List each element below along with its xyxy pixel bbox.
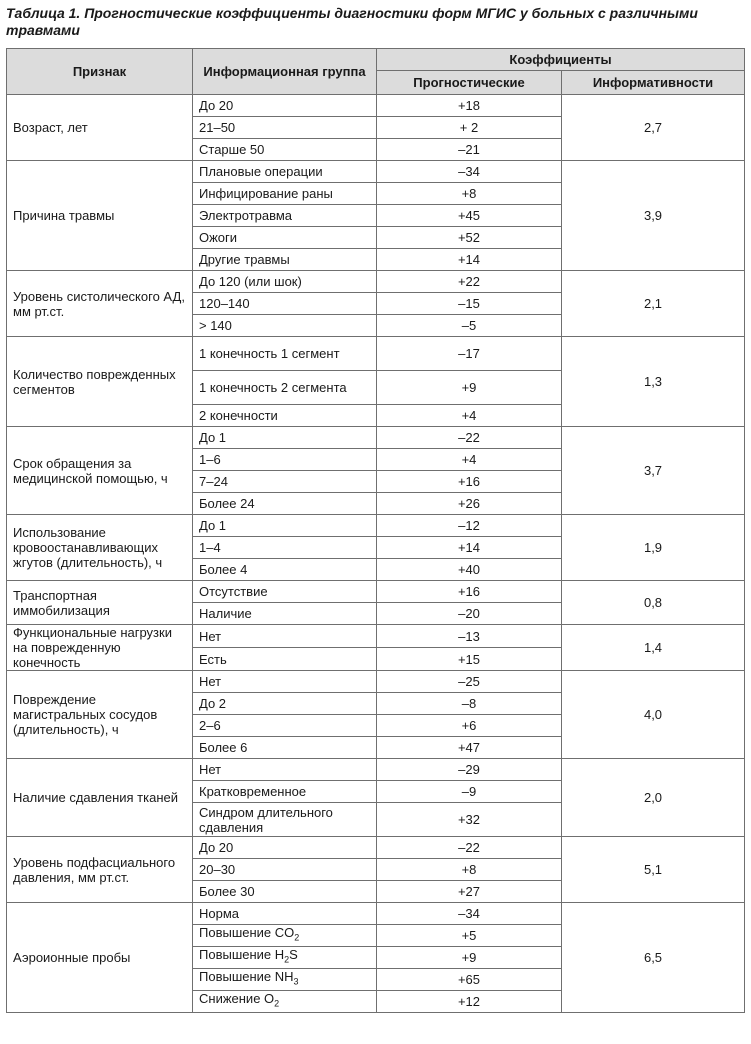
cell-informativeness: 5,1	[562, 837, 745, 903]
cell-group	[193, 139, 377, 161]
cell-prognostic: +26	[377, 493, 562, 515]
cell-group	[193, 315, 377, 337]
cell-group	[193, 427, 377, 449]
group-subscript: 3	[293, 976, 299, 987]
cell-prognostic: –12	[377, 515, 562, 537]
cell-group	[193, 603, 377, 625]
group-text: Инфицирование раны	[199, 186, 333, 201]
cell-group	[193, 271, 377, 293]
cell-group	[193, 759, 377, 781]
cell-prognostic: +45	[377, 205, 562, 227]
table-row	[7, 95, 745, 117]
group-text: Более 4	[199, 562, 248, 577]
cell-sign: Транспортная иммобилизация	[7, 581, 193, 625]
cell-group	[193, 803, 377, 837]
group-text: 2–6	[199, 718, 221, 733]
group-text: Более 30	[199, 884, 255, 899]
cell-prognostic: +15	[377, 648, 562, 671]
cell-prognostic: –34	[377, 903, 562, 925]
cell-group	[193, 371, 377, 405]
header-informativeness: Информативности	[562, 71, 745, 95]
cell-sign: Наличие сдавления тканей	[7, 759, 193, 837]
table-row	[7, 581, 745, 603]
cell-sign: Повреждение магистральных сосудов (длительность), ч	[7, 671, 193, 759]
group-text: 20–30	[199, 862, 236, 877]
cell-informativeness: 1,4	[562, 625, 745, 671]
cell-prognostic: –9	[377, 781, 562, 803]
group-text: Нет	[199, 674, 222, 689]
cell-group	[193, 405, 377, 427]
cell-group	[193, 183, 377, 205]
cell-group	[193, 925, 377, 947]
group-text: Повышение CO	[199, 925, 295, 941]
group-text: Нет	[199, 762, 222, 777]
cell-group	[193, 737, 377, 759]
group-text: 2 конечности	[199, 408, 278, 423]
cell-informativeness: 2,7	[562, 95, 745, 161]
cell-prognostic: +47	[377, 737, 562, 759]
group-text: Кратковременное	[199, 784, 307, 799]
group-text: 1–4	[199, 540, 221, 555]
group-text: 7–24	[199, 474, 228, 489]
header-prognostic: Прогностические	[377, 71, 562, 95]
group-text: > 140	[199, 318, 232, 333]
cell-informativeness: 2,1	[562, 271, 745, 337]
group-text: До 20	[199, 98, 234, 113]
cell-prognostic: –29	[377, 759, 562, 781]
group-text: Синдром длительного сдавления	[199, 804, 333, 835]
table-row	[7, 837, 745, 859]
group-text: Более 24	[199, 496, 255, 511]
cell-prognostic: –15	[377, 293, 562, 315]
group-text: Наличие	[199, 606, 252, 621]
cell-group	[193, 337, 377, 371]
caption-text: Прогностические коэффициенты диагностики форм МГИС у больных с различными травмами	[6, 5, 698, 38]
cell-prognostic: –17	[377, 337, 562, 371]
group-text: Повышение NH	[199, 969, 294, 985]
cell-group	[193, 648, 377, 671]
cell-group	[193, 693, 377, 715]
group-text: Есть	[199, 651, 227, 667]
cell-group	[193, 991, 377, 1013]
cell-prognostic: +9	[377, 371, 562, 405]
cell-prognostic: + 2	[377, 117, 562, 139]
group-text: До 120 (или шок)	[199, 274, 302, 289]
caption-label: Таблица 1.	[6, 5, 81, 21]
cell-prognostic: –5	[377, 315, 562, 337]
group-text: Более 6	[199, 740, 248, 755]
cell-group	[193, 715, 377, 737]
header-group: Информационная группа	[193, 49, 377, 95]
cell-prognostic: +5	[377, 925, 562, 947]
group-text: До 1	[199, 518, 227, 533]
group-subscript: 2	[284, 954, 290, 965]
group-text: До 2	[199, 696, 227, 711]
cell-informativeness: 2,0	[562, 759, 745, 837]
cell-prognostic: +14	[377, 249, 562, 271]
table-row	[7, 337, 745, 371]
table-row	[7, 427, 745, 449]
group-text: 1 конечность 2 сегмента	[199, 380, 347, 395]
group-text: До 20	[199, 840, 234, 855]
cell-group	[193, 671, 377, 693]
cell-group	[193, 515, 377, 537]
cell-group	[193, 161, 377, 183]
cell-prognostic: +32	[377, 803, 562, 837]
cell-sign: Срок обращения за медицинской помощью, ч	[7, 427, 193, 515]
group-tail: S	[289, 947, 298, 963]
header-coefficients: Коэффициенты	[377, 49, 745, 71]
table-row	[7, 625, 745, 648]
cell-prognostic: +8	[377, 859, 562, 881]
cell-group	[193, 293, 377, 315]
cell-informativeness: 1,3	[562, 337, 745, 427]
cell-sign: Возраст, лет	[7, 95, 193, 161]
cell-group	[193, 625, 377, 648]
cell-group	[193, 227, 377, 249]
cell-group	[193, 581, 377, 603]
prognostic-coefficients-table	[6, 48, 745, 1013]
cell-prognostic: –22	[377, 427, 562, 449]
cell-sign: Количество поврежденных сегментов	[7, 337, 193, 427]
cell-group	[193, 781, 377, 803]
header-sign: Признак	[7, 49, 193, 95]
cell-group	[193, 859, 377, 881]
group-text: 1 конечность 1 сегмент	[199, 346, 340, 361]
cell-prognostic: +6	[377, 715, 562, 737]
table-row	[7, 161, 745, 183]
group-subscript: 2	[294, 932, 300, 943]
cell-informativeness: 3,7	[562, 427, 745, 515]
cell-group	[193, 837, 377, 859]
cell-group	[193, 117, 377, 139]
table-row	[7, 759, 745, 781]
table-row	[7, 271, 745, 293]
cell-group	[193, 449, 377, 471]
group-text: Электротравма	[199, 208, 293, 223]
cell-sign: Использование кровоостанавливающих жгутов (длительность), ч	[7, 515, 193, 581]
cell-informativeness: 1,9	[562, 515, 745, 581]
cell-prognostic: –8	[377, 693, 562, 715]
group-text: Старше 50	[199, 142, 265, 157]
cell-prognostic: –22	[377, 837, 562, 859]
cell-prognostic: +12	[377, 991, 562, 1013]
cell-group	[193, 903, 377, 925]
cell-group	[193, 881, 377, 903]
cell-prognostic: –34	[377, 161, 562, 183]
group-text: Отсутствие	[199, 584, 268, 599]
cell-group	[193, 537, 377, 559]
cell-informativeness: 3,9	[562, 161, 745, 271]
cell-group	[193, 947, 377, 969]
cell-prognostic: +40	[377, 559, 562, 581]
cell-prognostic: +27	[377, 881, 562, 903]
group-text: Повышение H	[199, 947, 285, 963]
cell-prognostic: +65	[377, 969, 562, 991]
group-text: Плановые операции	[199, 164, 323, 179]
group-subscript: 2	[274, 998, 280, 1009]
cell-prognostic: –25	[377, 671, 562, 693]
cell-prognostic: +9	[377, 947, 562, 969]
cell-informativeness: 6,5	[562, 903, 745, 1013]
cell-group	[193, 969, 377, 991]
group-text: Другие травмы	[199, 252, 290, 267]
table-caption	[6, 5, 744, 39]
cell-informativeness: 4,0	[562, 671, 745, 759]
cell-prognostic: +18	[377, 95, 562, 117]
cell-group	[193, 559, 377, 581]
table-row	[7, 515, 745, 537]
table-row	[7, 671, 745, 693]
cell-prognostic: +4	[377, 449, 562, 471]
group-text: Нет	[199, 628, 222, 644]
group-text: 21–50	[199, 120, 236, 135]
cell-sign: Причина травмы	[7, 161, 193, 271]
group-text: 1–6	[199, 452, 221, 467]
cell-prognostic: +22	[377, 271, 562, 293]
cell-prognostic: +16	[377, 471, 562, 493]
cell-prognostic: –21	[377, 139, 562, 161]
cell-prognostic: +8	[377, 183, 562, 205]
group-text: До 1	[199, 430, 227, 445]
cell-sign: Функциональные нагрузки на поврежденную конечность	[7, 625, 193, 671]
group-text: Норма	[199, 906, 240, 921]
cell-prognostic: +14	[377, 537, 562, 559]
cell-group	[193, 493, 377, 515]
cell-sign: Аэроионные пробы	[7, 903, 193, 1013]
cell-group	[193, 95, 377, 117]
cell-informativeness: 0,8	[562, 581, 745, 625]
cell-sign: Уровень подфасциального давления, мм рт.ст.	[7, 837, 193, 903]
cell-group	[193, 471, 377, 493]
cell-prognostic: –13	[377, 625, 562, 648]
group-text: Снижение O	[199, 991, 275, 1007]
group-text: 120–140	[199, 296, 250, 311]
cell-prognostic: +52	[377, 227, 562, 249]
table-row	[7, 903, 745, 925]
cell-group	[193, 205, 377, 227]
group-text: Ожоги	[199, 230, 238, 245]
cell-prognostic: +16	[377, 581, 562, 603]
cell-sign: Уровень систолического АД, мм рт.ст.	[7, 271, 193, 337]
cell-prognostic: –20	[377, 603, 562, 625]
cell-group	[193, 249, 377, 271]
cell-prognostic: +4	[377, 405, 562, 427]
table-body	[7, 95, 745, 1013]
